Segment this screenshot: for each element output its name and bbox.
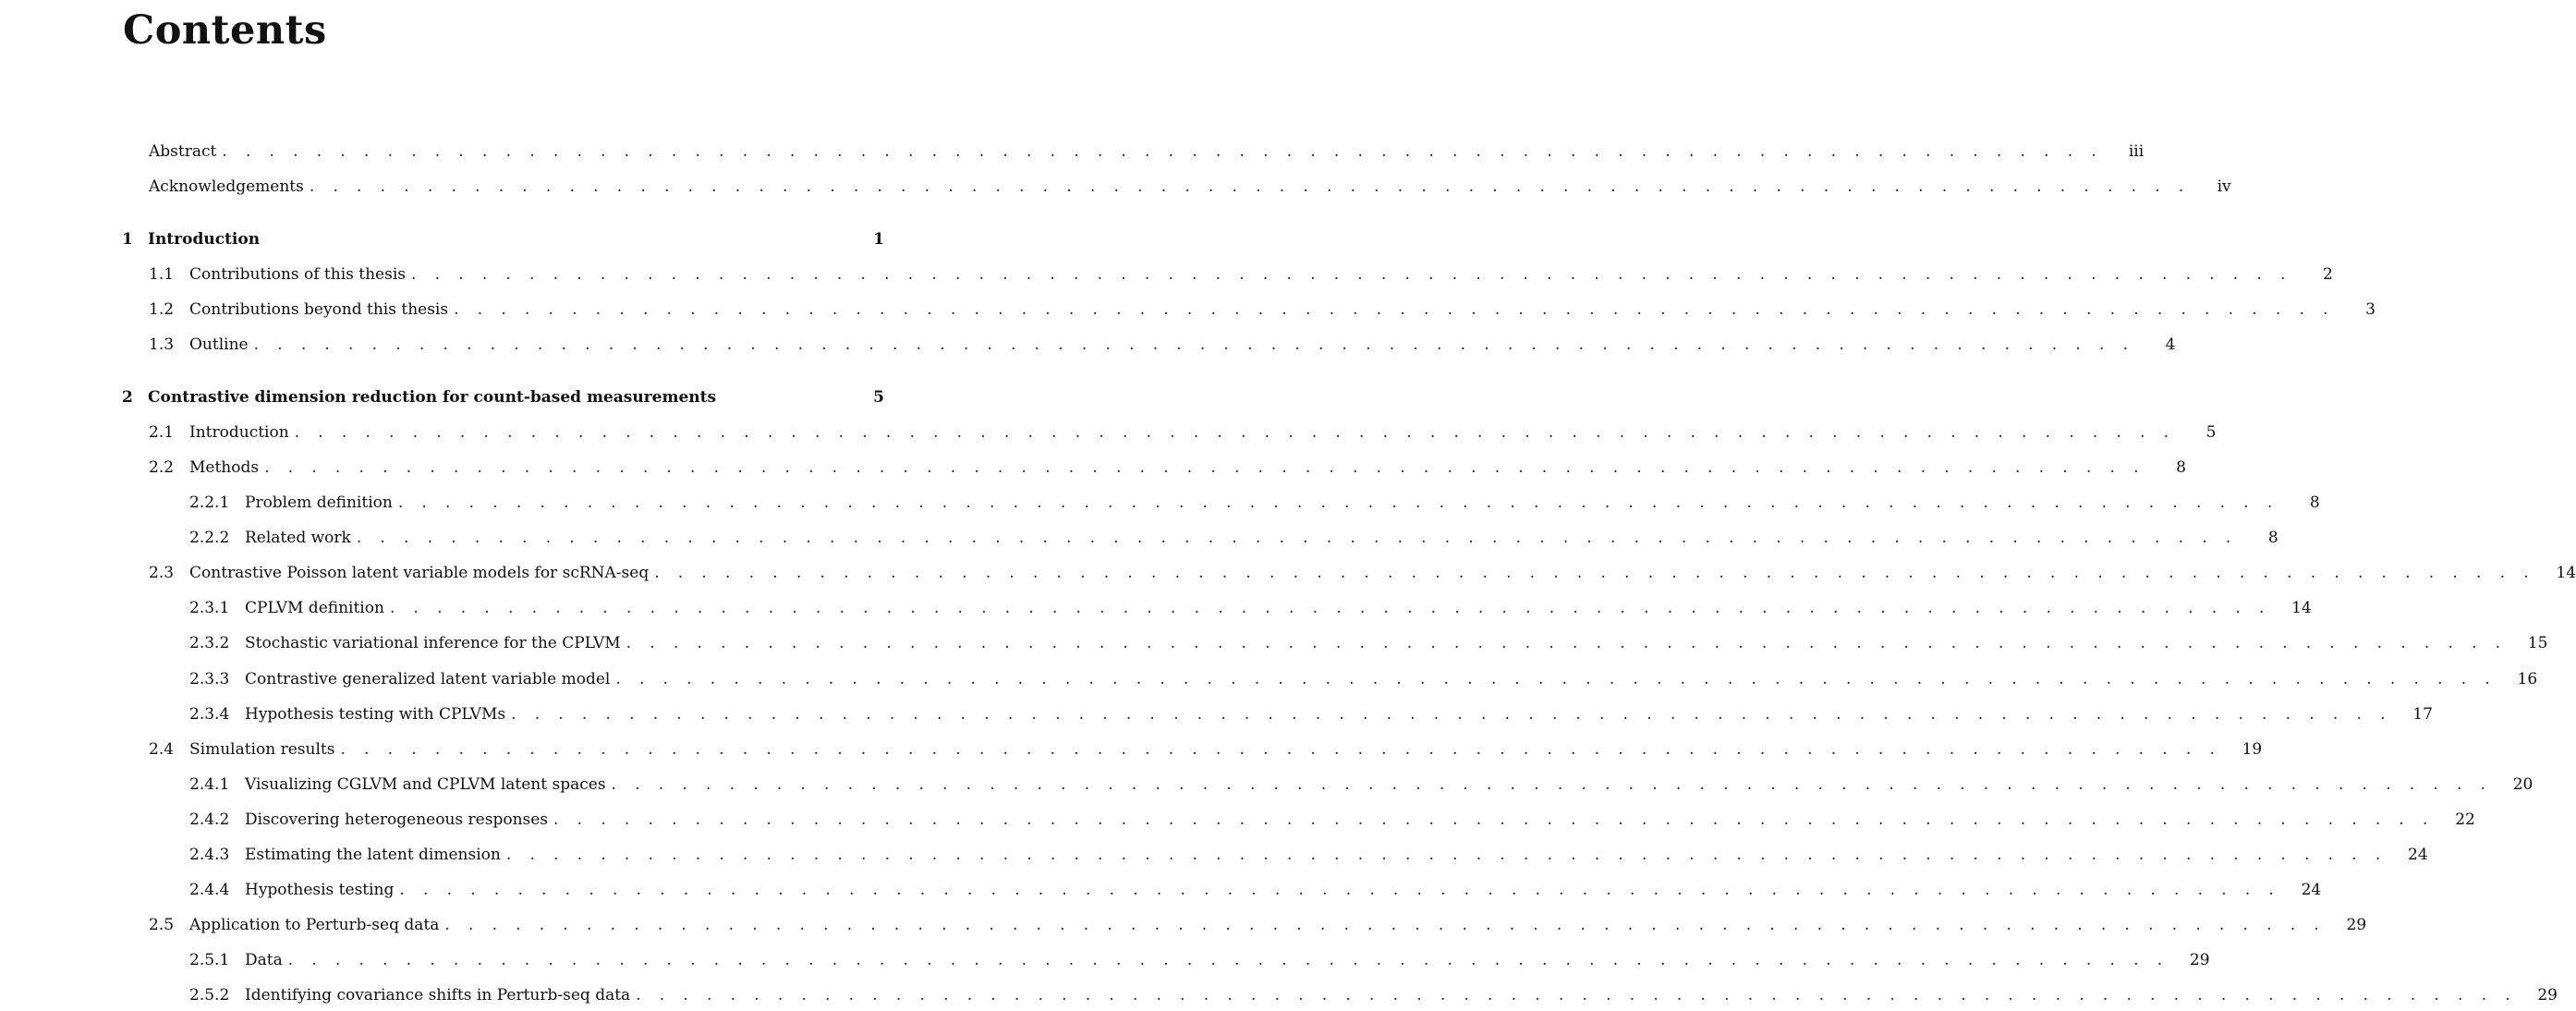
- subsection-number: 2.3.4: [189, 705, 230, 724]
- toc-subsection-2-4-3[interactable]: [189, 843, 2428, 867]
- toc-page-number: 14: [2291, 599, 2312, 617]
- toc-subsection-2-2-2[interactable]: [189, 526, 2278, 550]
- section-title: Simulation results: [189, 740, 335, 759]
- dot-leader: . . . . . . . . . . . . . . . . . . . . . . . . . . . . . . . . . . . . . . . . . . . . . . . . . . . . . . . . . . . . . . . . . . . . . . . . . . . . . . . .: [444, 916, 2327, 934]
- section-number: 1.2: [149, 300, 175, 319]
- page-title: Contents: [123, 7, 327, 54]
- toc-page-number: 22: [2455, 810, 2475, 829]
- subsection-title: CPLVM definition: [245, 599, 384, 617]
- section-number: 2.4: [149, 740, 175, 759]
- subsection-number: 2.5.2: [189, 986, 230, 1005]
- subsection-title: Hypothesis testing: [245, 881, 395, 899]
- toc-page-number: 24: [2301, 881, 2322, 899]
- dot-leader: . . . . . . . . . . . . . . . . . . . . . . . . . . . . . . . . . . . . . . . . . . . . . . . . . . . . . . . . . . . . . . . . . . . . . . . . . . . . . . . .: [505, 846, 2388, 864]
- subsection-number: 2.4.4: [189, 881, 230, 899]
- toc-page-number: 2: [2322, 265, 2333, 284]
- section-title: Contributions of this thesis: [189, 265, 406, 284]
- subsection-number: 2.2.2: [189, 529, 230, 547]
- subsection-number: 2.3.3: [189, 670, 230, 688]
- dot-leader: . . . . . . . . . . . . . . . . . . . . . . . . . . . . . . . . . . . . . . . . . . . . . . . . . . . . . . . . . . . . . . . . . . . . . . . . . . . . . . . .: [294, 423, 2176, 442]
- toc-page-number: iv: [2217, 177, 2231, 196]
- dot-leader: . . . . . . . . . . . . . . . . . . . . . . . . . . . . . . . . . . . . . . . . . . . . . . . . . . . . . . . . . . . . . . . . . . . . . . . . . . . . . . . .: [615, 670, 2497, 688]
- toc-page-number: 1: [873, 230, 884, 249]
- toc-subsection-2-5-1[interactable]: [189, 948, 2210, 972]
- toc-page-number: 29: [2537, 986, 2558, 1005]
- subsection-title: Stochastic variational inference for the CPLVM: [245, 634, 621, 652]
- section-number: 2.1: [149, 423, 175, 442]
- dot-leader: . . . . . . . . . . . . . . . . . . . . . . . . . . . . . . . . . . . . . . . . . . . . . . . . . . . . . . . . . . . . . . . . . . . . . . . . . . . . . . . .: [253, 335, 2135, 354]
- toc-page-number: 8: [2176, 458, 2186, 477]
- toc-subsection-2-4-1[interactable]: [189, 773, 2533, 797]
- dot-leader: . . . . . . . . . . . . . . . . . . . . . . . . . . . . . . . . . . . . . . . . . . . . . . . . . . . . . . . . . . . . . . . . . . . . . . . . . . . . . . . .: [264, 458, 2145, 477]
- toc-section-2-3[interactable]: [149, 561, 2576, 585]
- section-title: Methods: [189, 458, 260, 477]
- dot-leader: . . . . . . . . . . . . . . . . . . . . . . . . . . . . . . . . . . . . . . . . . . . . . . . . . . . . . . . . . . . . . . . . . . . . . . . . . . . . . . . .: [287, 951, 2169, 969]
- toc-page-number: 17: [2412, 705, 2433, 724]
- subsection-number: 2.5.1: [189, 951, 230, 969]
- subsection-number: 2.4.1: [189, 775, 230, 794]
- dot-leader: . . . . . . . . . . . . . . . . . . . . . . . . . . . . . . . . . . . . . . . . . . . . . . . . . . . . . . . . . . . . . . . . . . . . . . . . . . . . . . . .: [309, 177, 2191, 196]
- toc-subsection-2-4-2[interactable]: [189, 808, 2475, 832]
- subsection-number: 2.4.3: [189, 846, 230, 864]
- toc-section-2-5[interactable]: [149, 913, 2367, 937]
- section-title: Contrastive Poisson latent variable models for scRNA-seq: [189, 564, 650, 582]
- dot-leader: . . . . . . . . . . . . . . . . . . . . . . . . . . . . . . . . . . . . . . . . . . . . . . . . . . . . . . . . . . . . . . . . . . . . . . . . . . . . . . . .: [399, 881, 2281, 899]
- subsection-number: 2.3.2: [189, 634, 230, 652]
- toc-section-2-4[interactable]: [149, 737, 2263, 761]
- section-number: 2.2: [149, 458, 175, 477]
- toc-chapter-2[interactable]: [122, 385, 884, 409]
- section-title: Application to Perturb-seq data: [189, 916, 440, 934]
- subsection-title: Data: [245, 951, 283, 969]
- toc-page-number: 3: [2365, 300, 2376, 319]
- dot-leader: . . . . . . . . . . . . . . . . . . . . . . . . . . . . . . . . . . . . . . . . . . . . . . . . . . . . . . . . . . . . . . . . . . . . . . . . . . . . . . . .: [636, 986, 2517, 1005]
- toc-page-number: 19: [2242, 740, 2263, 759]
- chapter-number: 1: [122, 230, 133, 249]
- section-number: 2.3: [149, 564, 175, 582]
- section-title: Outline: [189, 335, 249, 354]
- toc-section-1-1[interactable]: [149, 262, 2333, 286]
- subsection-title: Hypothesis testing with CPLVMs: [245, 705, 506, 724]
- toc-page-number: 8: [2309, 493, 2320, 512]
- toc-subsection-2-3-1[interactable]: [189, 596, 2312, 620]
- subsection-title: Estimating the latent dimension: [245, 846, 501, 864]
- toc-subsection-2-3-3[interactable]: [189, 667, 2538, 691]
- subsection-title: Visualizing CGLVM and CPLVM latent spaces: [245, 775, 606, 794]
- toc-page-number: 8: [2267, 529, 2278, 547]
- dot-leader: . . . . . . . . . . . . . . . . . . . . . . . . . . . . . . . . . . . . . . . . . . . . . . . . . . . . . . . . . . . . . . . . . . . . . . . . . . . . . . . .: [356, 529, 2238, 547]
- toc-entry-title: Acknowledgements: [149, 177, 304, 196]
- dot-leader: . . . . . . . . . . . . . . . . . . . . . . . . . . . . . . . . . . . . . . . . . . . . . . . . . . . . . . . . . . . . . . . . . . . . . . . . . . . . . . . .: [511, 705, 2392, 724]
- dot-leader: . . . . . . . . . . . . . . . . . . . . . . . . . . . . . . . . . . . . . . . . . . . . . . . . . . . . . . . . . . . . . . . . . . . . . . . . . . . . . . . .: [340, 740, 2222, 759]
- toc-section-1-3[interactable]: [149, 333, 2176, 357]
- subsection-number: 2.2.1: [189, 493, 230, 512]
- toc-section-2-2[interactable]: [149, 456, 2186, 480]
- dot-leader: . . . . . . . . . . . . . . . . . . . . . . . . . . . . . . . . . . . . . . . . . . . . . . . . . . . . . . . . . . . . . . . . . . . . . . . . . . . . . . . .: [397, 493, 2279, 512]
- section-title: Contributions beyond this thesis: [189, 300, 449, 319]
- dot-leader: . . . . . . . . . . . . . . . . . . . . . . . . . . . . . . . . . . . . . . . . . . . . . . . . . . . . . . . . . . . . . . . . . . . . . . . . . . . . . . . .: [454, 300, 2335, 319]
- toc-page-number: 29: [2189, 951, 2210, 969]
- subsection-title: Problem definition: [245, 493, 393, 512]
- toc-page-number: 24: [2408, 846, 2428, 864]
- toc-page-number: 16: [2517, 670, 2538, 688]
- toc-entry-acknowledgements[interactable]: [149, 175, 2231, 199]
- subsection-title: Discovering heterogeneous responses: [245, 810, 549, 829]
- dot-leader: . . . . . . . . . . . . . . . . . . . . . . . . . . . . . . . . . . . . . . . . . . . . . . . . . . . . . . . . . . . . . . . . . . . . . . . . . . . . . . . .: [654, 564, 2536, 582]
- toc-subsection-2-2-1[interactable]: [189, 491, 2320, 515]
- dot-leader: . . . . . . . . . . . . . . . . . . . . . . . . . . . . . . . . . . . . . . . . . . . . . . . . . . . . . . . . . . . . . . . . . . . . . . . . . . . . . . . .: [553, 810, 2435, 829]
- toc-section-1-2[interactable]: [149, 298, 2376, 322]
- chapter-title: Introduction: [148, 230, 261, 249]
- dot-leader: . . . . . . . . . . . . . . . . . . . . . . . . . . . . . . . . . . . . . . . . . . . . . . . . . . . . . . . . . . . . . . . . . . . . . . . . . . . . . . . .: [222, 142, 2104, 161]
- toc-page-number: 29: [2346, 916, 2367, 934]
- toc-page-number: 5: [2205, 423, 2217, 442]
- toc-subsection-2-5-2[interactable]: [189, 983, 2558, 1007]
- dot-leader: . . . . . . . . . . . . . . . . . . . . . . . . . . . . . . . . . . . . . . . . . . . . . . . . . . . . . . . . . . . . . . . . . . . . . . . . . . . . . . . .: [389, 599, 2271, 617]
- toc-subsection-2-4-4[interactable]: [189, 878, 2322, 902]
- toc-subsection-2-3-4[interactable]: [189, 702, 2433, 726]
- toc-page-number: 4: [2165, 335, 2176, 354]
- chapter-number: 2: [122, 388, 133, 407]
- section-number: 1.1: [149, 265, 175, 284]
- section-number: 2.5: [149, 916, 175, 934]
- toc-page-number: 5: [873, 388, 884, 407]
- subsection-number: 2.3.1: [189, 599, 230, 617]
- dot-leader: . . . . . . . . . . . . . . . . . . . . . . . . . . . . . . . . . . . . . . . . . . . . . . . . . . . . . . . . . . . . . . . . . . . . . . . . . . . . . . . .: [626, 634, 2508, 652]
- section-title: Introduction: [189, 423, 289, 442]
- subsection-title: Contrastive generalized latent variable model: [245, 670, 611, 688]
- toc-entry-abstract[interactable]: [149, 140, 2145, 164]
- toc-subsection-2-3-2[interactable]: [189, 631, 2548, 655]
- toc-chapter-1[interactable]: [122, 227, 884, 251]
- toc-entry-title: Abstract: [149, 142, 217, 161]
- toc-page-number: iii: [2128, 142, 2145, 161]
- chapter-title: Contrastive dimension reduction for count-based measurements: [148, 388, 717, 407]
- subsection-title: Related work: [245, 529, 351, 547]
- subsection-title: Identifying covariance shifts in Perturb-seq data: [245, 986, 631, 1005]
- toc-section-2-1[interactable]: [149, 420, 2217, 445]
- toc-page-number: 20: [2512, 775, 2533, 794]
- toc-page-number: 14: [2556, 564, 2576, 582]
- toc-page-number: 15: [2527, 634, 2548, 652]
- dot-leader: . . . . . . . . . . . . . . . . . . . . . . . . . . . . . . . . . . . . . . . . . . . . . . . . . . . . . . . . . . . . . . . . . . . . . . . . . . . . . . . .: [611, 775, 2493, 794]
- subsection-number: 2.4.2: [189, 810, 230, 829]
- dot-leader: . . . . . . . . . . . . . . . . . . . . . . . . . . . . . . . . . . . . . . . . . . . . . . . . . . . . . . . . . . . . . . . . . . . . . . . . . . . . . . . .: [411, 265, 2292, 284]
- section-number: 1.3: [149, 335, 175, 354]
